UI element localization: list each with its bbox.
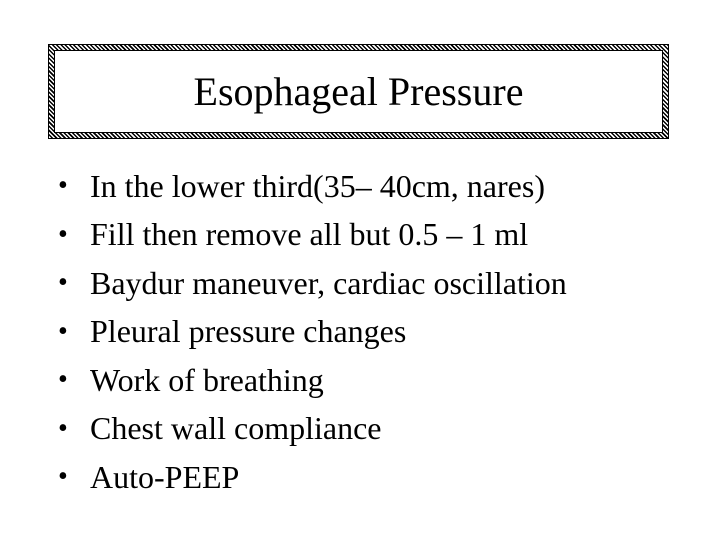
title-box — [48, 44, 669, 139]
bullet-icon: • — [58, 170, 68, 202]
bullet-icon: • — [58, 267, 68, 299]
bullet-text: Baydur maneuver, cardiac oscillation — [90, 264, 567, 301]
bullet-icon: • — [58, 218, 68, 250]
bullet-item — [58, 405, 567, 454]
bullet-text: Fill then remove all but 0.5 – 1 ml — [90, 216, 529, 253]
bullet-item — [58, 259, 567, 308]
bullet-text: Chest wall compliance — [90, 410, 382, 447]
bullet-item — [58, 356, 567, 405]
title-inner-border — [54, 50, 663, 133]
bullet-text: Auto-PEEP — [90, 458, 240, 495]
bullet-text: Pleural pressure changes — [90, 313, 407, 350]
bullet-text: In the lower third(35– 40cm, nares) — [90, 167, 545, 204]
bullet-text: Work of breathing — [90, 361, 324, 398]
bullet-item — [58, 453, 567, 502]
bullet-icon: • — [58, 461, 68, 493]
bullet-icon: • — [58, 364, 68, 396]
bullet-icon: • — [58, 412, 68, 444]
bullet-list — [58, 162, 567, 502]
bullet-icon: • — [58, 315, 68, 347]
bullet-item — [58, 211, 567, 260]
bullet-item — [58, 162, 567, 211]
slide-title: Esophageal Pressure — [193, 68, 524, 114]
bullet-item — [58, 308, 567, 357]
